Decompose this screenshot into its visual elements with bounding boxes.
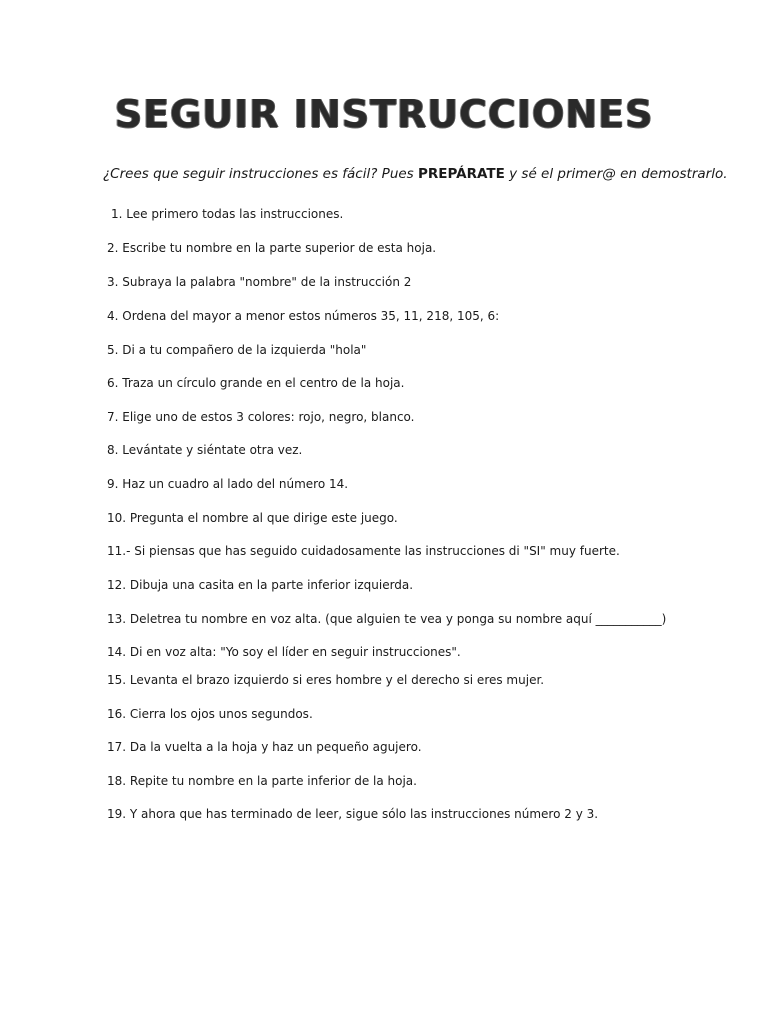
instruction-item: 5. Di a tu compañero de la izquierda "hola" — [107, 343, 367, 357]
instruction-item: 19. Y ahora que has terminado de leer, sigue sólo las instrucciones número 2 y 3. — [107, 807, 599, 821]
subtitle-emphasis: PREPÁRATE — [418, 166, 505, 182]
subtitle-text-start: ¿Crees que seguir instrucciones es fácil? Pues — [103, 166, 419, 182]
instruction-item: 6. Traza un círculo grande en el centro de la hoja. — [107, 376, 405, 390]
instruction-item: 9. Haz un cuadro al lado del número 14. — [107, 477, 349, 491]
instruction-item: 2. Escribe tu nombre en la parte superior de esta hoja. — [107, 241, 437, 255]
instruction-item: 8. Levántate y siéntate otra vez. — [107, 443, 303, 457]
subtitle-text-end: y sé el primer@ en demostrarlo. — [504, 166, 728, 182]
instruction-item: 12. Dibuja una casita en la parte inferior izquierda. — [107, 578, 414, 592]
instruction-item: 18. Repite tu nombre en la parte inferior de la hoja. — [107, 774, 417, 788]
instruction-item: 1. Lee primero todas las instrucciones. — [111, 207, 344, 221]
instruction-item: 10. Pregunta el nombre al que dirige este juego. — [107, 511, 398, 525]
instruction-item: 4. Ordena del mayor a menor estos números 35, 11, 218, 105, 6: — [107, 309, 500, 323]
instruction-item: 3. Subraya la palabra "nombre" de la instrucción 2 — [107, 275, 412, 289]
instruction-item: 13. Deletrea tu nombre en voz alta. (que alguien te vea y ponga su nombre aquí ___________) — [107, 612, 667, 626]
instruction-item: 17. Da la vuelta a la hoja y haz un pequeño agujero. — [107, 740, 422, 754]
subtitle — [103, 166, 728, 182]
instruction-item: 11.- Si piensas que has seguido cuidadosamente las instrucciones di "SI" muy fuerte. — [107, 544, 620, 558]
instruction-item: 15. Levanta el brazo izquierdo si eres hombre y el derecho si eres mujer. — [107, 673, 545, 687]
instruction-item: 7. Elige uno de estos 3 colores: rojo, negro, blanco. — [107, 410, 415, 424]
page-title: SEGUIR INSTRUCCIONES — [114, 92, 654, 136]
instruction-item: 16. Cierra los ojos unos segundos. — [107, 707, 313, 721]
instruction-item: 14. Di en voz alta: "Yo soy el líder en seguir instrucciones". — [107, 645, 461, 659]
